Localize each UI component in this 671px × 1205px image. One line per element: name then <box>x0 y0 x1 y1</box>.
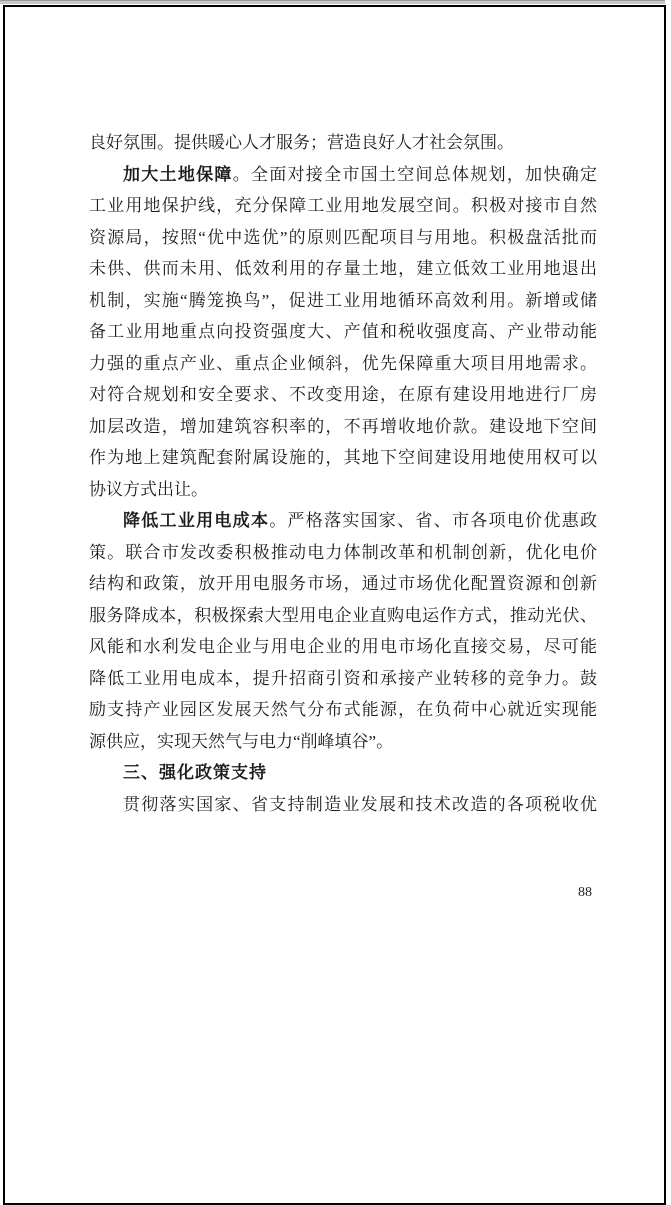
page-text-block <box>89 127 597 820</box>
text-line: 资源局，按照“优中选优”的原则匹配项目与用地。积极盘活批而 <box>89 227 597 247</box>
text-line: 备工业用地重点向投资强度大、产值和税收强度高、产业带动能 <box>89 322 597 341</box>
text-line: 服务降成本，积极探索大型用电企业直购电运作方式，推动光伏、 <box>89 605 597 625</box>
text-line: 良好氛围。提供暖心人才服务；营造良好人才社会氛围。 <box>89 133 514 152</box>
text-segment: 。全面对接全市国土空间总体规划，加快确定 <box>232 164 598 184</box>
text-line: 未供、供而未用、低效利用的存量土地，建立低效工业用地退出 <box>89 259 597 278</box>
paragraph-start-line <box>89 159 597 191</box>
paragraph-lead-bold: 降低工业用电成本 <box>123 511 270 530</box>
document-page <box>3 5 666 1205</box>
text-line: 风能和水利发电企业与用电企业的用电市场化直接交易，尽可能 <box>89 637 597 656</box>
text-line: 策。联合市发改委积极推动电力体制改革和机制创新，优化电价 <box>89 542 597 562</box>
viewer-top-edge <box>0 0 665 4</box>
text-segment: 。严格落实国家、省、市各项电价优惠政 <box>269 511 598 530</box>
section-heading: 三、强化政策支持 <box>123 763 267 782</box>
text-line: 励支持产业园区发展天然气分布式能源，在负荷中心就近实现能 <box>89 700 597 719</box>
text-line: 降低工业用电成本，提升招商引资和承接产业转移的竞争力。鼓 <box>89 668 597 688</box>
paragraph-end-line: 协议方式出让。 <box>89 479 208 499</box>
paragraph-lead-bold: 加大土地保障 <box>123 164 233 184</box>
paragraph-end-line: 源供应，实现天然气与电力“削峰填谷”。 <box>89 731 394 751</box>
text-line: 机制，实施“腾笼换鸟”，促进工业用地循环高效利用。新增或储 <box>89 290 597 310</box>
text-line: 对符合规划和安全要求、不改变用途，在原有建设用地进行厂房 <box>89 385 597 404</box>
text-line: 工业用地保护线，充分保障工业用地发展空间。积极对接市自然 <box>89 196 597 215</box>
paragraph-start-line <box>89 505 597 537</box>
page-number: 88 <box>578 885 592 900</box>
text-line: 作为地上建筑配套附属设施的，其地下空间建设用地使用权可以 <box>89 448 597 467</box>
text-line: 结构和政策，放开用电服务市场，通过市场优化配置资源和创新 <box>89 574 597 593</box>
text-line: 加层改造，增加建筑容积率的，不再增收地价款。建设地下空间 <box>89 416 597 436</box>
paragraph-start-line: 贯彻落实国家、省支持制造业发展和技术改造的各项税收优 <box>123 794 597 814</box>
text-line: 力强的重点产业、重点企业倾斜，优先保障重大项目用地需求。 <box>89 353 597 373</box>
